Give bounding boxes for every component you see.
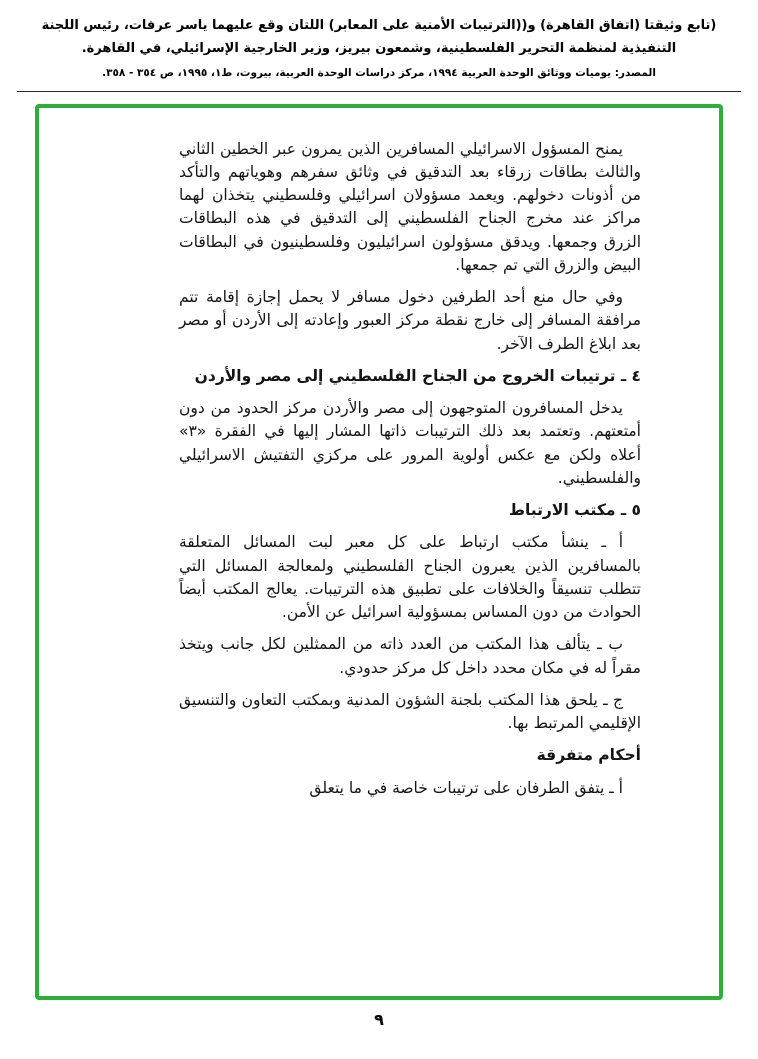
section-heading-4: ٤ ـ ترتيبات الخروج من الجناح الفلسطيني إلى مصر والأردن — [194, 366, 641, 385]
body-paragraph-2: وفي حال منع أحد الطرفين دخول مسافر لا يحمل إجازة إقامة تتم مرافقة المسافر إلى خارج نقطة مركز العبور وإعادته إلى الأردن أو مصر بعد ابلاغ الطرف الآخر. — [179, 288, 641, 353]
document-frame — [35, 104, 723, 1000]
body-paragraph-1: يمنح المسؤول الاسرائيلي المسافرين الذين يمرون عبر الخطين الثاني والثالث بطاقات زرقاء بعد التدقيق في وثائق سفرهم وهوياتهم والتأكد من أذونات دخولهم. ويعمد مسؤولان اسرائيلي وفلسطيني يتخذان لهما مراكز عند مخرج الجناح الفلسطيني إلى التدقيق في هذه البطاقات الزرق وجمعها. ويدقق مسؤولون اسرائيليون وفلسطينيون في البطاقات البيض والزرق التي تم جمعها. — [179, 139, 641, 274]
page-number: ٩ — [374, 1009, 384, 1029]
section-heading-misc: أحكام متفرقة — [536, 746, 641, 765]
body-paragraph-7: أ ـ يتفق الطرفان على ترتيبات خاصة في ما يتعلق — [309, 778, 623, 797]
document-header — [0, 0, 758, 83]
body-paragraph-6: ج ـ يلحق هذا المكتب بلجنة الشؤون المدنية وبمكتب التعاون والتنسيق الإقليمي المرتبط بها. — [179, 690, 641, 733]
header-divider — [17, 91, 741, 92]
document-body — [179, 138, 641, 800]
header-title-line-2: التنفيذية لمنظمة التحرير الفلسطينية، وشمعون بيريز، وزير الخارجية الإسرائيلي، في القاهرة. — [81, 41, 677, 57]
section-heading-5: ٥ ـ مكتب الارتباط — [508, 501, 641, 520]
header-title-line-1: (تابع وثيقتا (اتفاق القاهرة) و((الترتيبات الأمنية على المعابر) اللتان وقع عليهما ياسر عرفات، رئيس اللجنة — [41, 18, 717, 33]
body-paragraph-3: يدخل المسافرون المتوجهون إلى مصر والأردن مركز الحدود من دون أمتعتهم. وتعتمد بعد ذلك الترتيبات ذاتها المشار إليها في الفقرة «٣» أعلاه ولكن مع عكس أولوية المرور على مركزي التفتيش الاسرائيلي والفلسطيني. — [179, 399, 641, 487]
header-source-line: المصدر: يوميات ووثائق الوحدة العربية ١٩٩٤، مركز دراسات الوحدة العربية، بيروت، ط١، ١٩٩٥، ص ٣٥٤ - ٣٥٨. — [102, 66, 656, 79]
body-paragraph-4: أ ـ ينشأ مكتب ارتباط على كل معبر لبت المسائل المتعلقة بالمسافرين الذين يعبرون الجناح الفلسطيني ولمعالجة المسائل التي تتطلب تنسيقاً والخلافات على تطبيق هذه الترتيبات. يعالج المكتب أيضاً الحوادث من دون المساس بمسؤولية اسرائيل عن الأمن. — [179, 533, 641, 622]
body-paragraph-5: ب ـ يتألف هذا المكتب من العدد ذاته من الممثلين لكل جانب ويتخذ مقراً له في مكان محدد داخل كل مركز حدودي. — [179, 635, 641, 677]
